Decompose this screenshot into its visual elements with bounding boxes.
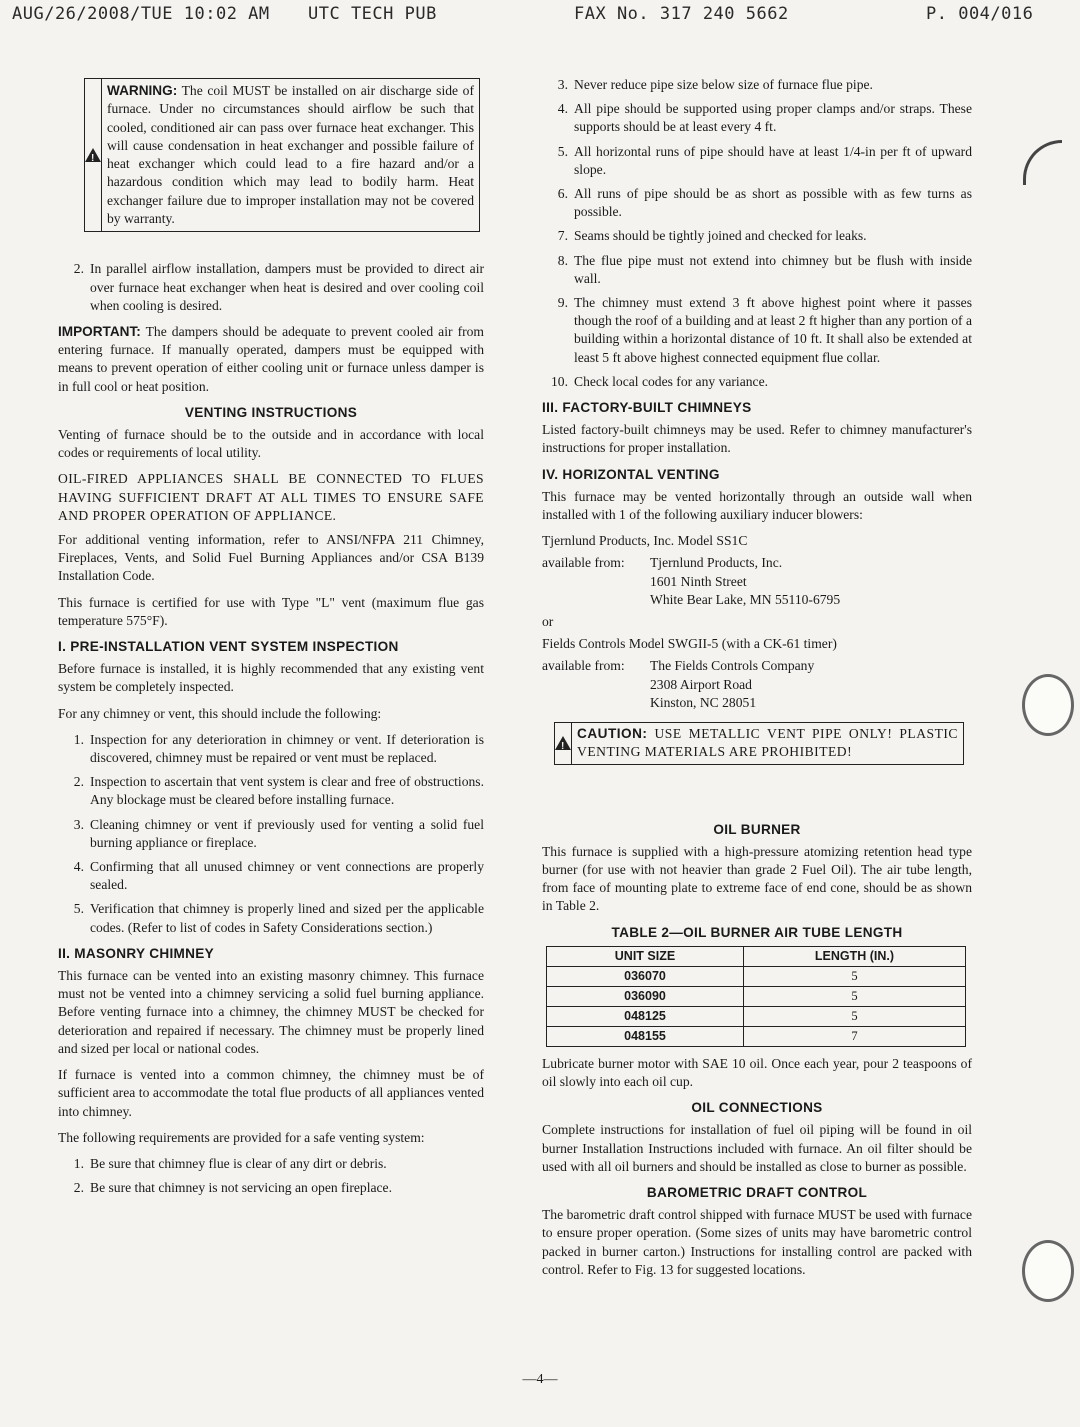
table-header-row xyxy=(547,946,966,966)
warning-box xyxy=(84,78,480,232)
available-label: available from: xyxy=(542,658,625,674)
fax-sender: UTC TECH PUB xyxy=(308,4,437,24)
important-text: The dampers should be adequate to prevent cooled air from entering furnace. If manually operated, dampers must be equipped with means to prevent operation of either cooling unit or furnace unless damper is in full cool or heat position. xyxy=(58,323,484,394)
list-text: Seams should be tightly joined and checked for leaks. xyxy=(574,228,867,244)
chimney-requirements-list-left xyxy=(58,1155,484,1197)
list-text: Verification that chimney is properly lined and sized per the applicable codes. (Refer to list of codes in Safety Considerations section.) xyxy=(90,901,484,935)
table-row xyxy=(547,1006,966,1026)
fax-number: FAX No. 317 240 5662 xyxy=(574,4,789,24)
lubricate-paragraph: Lubricate burner motor with SAE 10 oil. Once each year, pour 2 teaspoons of oil slowly into each oil cup. xyxy=(542,1055,972,1089)
venting-heading: VENTING INSTRUCTIONS xyxy=(184,404,358,420)
chimney-requirements-list-right xyxy=(542,76,972,391)
list-text: Check local codes for any variance. xyxy=(574,373,768,389)
address-2 xyxy=(542,657,972,712)
list-item xyxy=(58,260,484,315)
list-number: 7. xyxy=(557,228,568,244)
caution-text-block xyxy=(572,723,963,763)
punch-hole-bottom xyxy=(1022,1240,1074,1302)
list-number: 2. xyxy=(73,774,84,790)
list-text: Be sure that chimney is not servicing an open fireplace. xyxy=(90,1180,392,1196)
fax-page: P. 004/016 xyxy=(926,4,1034,24)
list-item xyxy=(542,252,972,288)
page-number: —4— xyxy=(522,1372,558,1387)
section3-heading: III. FACTORY-BUILT CHIMNEYS xyxy=(542,400,752,416)
address-line: White Bear Lake, MN 55110-6795 xyxy=(650,591,841,607)
section1-paragraph-2: For any chimney or vent, this should include the following: xyxy=(58,705,382,721)
caution-icon xyxy=(555,736,571,750)
punch-hole-top xyxy=(1022,674,1074,736)
list-item xyxy=(58,816,484,852)
list-number: 1. xyxy=(73,1155,84,1171)
fax-header xyxy=(8,4,1072,30)
list-number: 3. xyxy=(557,77,568,92)
list-item xyxy=(542,227,972,245)
list-text: In parallel airflow installation, dampers must be provided to direct air over furnace heat exchanger when heat is desired and over cooling coil when cooling is desired. xyxy=(90,261,484,313)
list-item xyxy=(542,185,972,221)
list-text: All runs of pipe should be as short as possible with as few turns as possible. xyxy=(574,186,972,220)
important-note xyxy=(58,323,484,396)
table-header-unit: UNIT SIZE xyxy=(547,946,744,966)
list-text: The flue pipe must not extend into chimney but be flush with inside wall. xyxy=(574,252,972,286)
list-number: 5. xyxy=(557,143,568,159)
list-number: 4. xyxy=(73,859,84,875)
caution-icon-cell xyxy=(555,723,572,763)
venting-paragraph-1: Venting of furnace should be to the outside and in accordance with local codes or requirements of local utility. xyxy=(58,427,484,461)
list-number: 3. xyxy=(73,816,84,832)
page-curl-mark xyxy=(1023,140,1062,185)
list-item xyxy=(58,1155,484,1173)
table-cell-length: 5 xyxy=(744,966,966,986)
section1-paragraph-1: Before furnace is installed, it is highly recommended that any existing vent system be completely inspected. xyxy=(58,661,484,695)
address-line: Tjernlund Products, Inc. xyxy=(650,555,783,571)
barometric-paragraph: The barometric draft control shipped with furnace MUST be used with furnace to ensure proper operation. (Some sizes of units may have barometric control packed in burner carton.) Instructions for installing control are packed with control. Refer to Fig. 13 for suggested locations. xyxy=(542,1207,972,1277)
address-1 xyxy=(542,554,972,609)
venting-caps-notice: OIL-FIRED APPLIANCES SHALL BE CONNECTED TO FLUES HAVING SUFFICIENT DRAFT AT ALL TIMES TO ENSURE SAFE AND PROPER OPERATION OF APPLIANCE. xyxy=(58,471,484,523)
section4-heading: IV. HORIZONTAL VENTING xyxy=(542,466,720,482)
list-number: 1. xyxy=(73,731,84,747)
oil-connections-heading: OIL CONNECTIONS xyxy=(691,1100,823,1116)
section1-heading: I. PRE-INSTALLATION VENT SYSTEM INSPECTION xyxy=(58,639,399,655)
list-number: 2. xyxy=(73,1180,84,1196)
table-cell-length: 7 xyxy=(744,1026,966,1046)
table-row xyxy=(547,966,966,986)
important-label: IMPORTANT: xyxy=(58,323,141,339)
section2-heading: II. MASONRY CHIMNEY xyxy=(58,945,215,961)
section2-paragraph-2: If furnace is vented into a common chimney, the chimney must be of sufficient area to accommodate the total flue products of all appliances vented into chimney. xyxy=(58,1067,484,1119)
address-line: Kinston, NC 28051 xyxy=(650,694,757,710)
address-line: 2308 Airport Road xyxy=(650,676,752,692)
list-item xyxy=(58,1179,484,1197)
list-number: 4. xyxy=(557,101,568,117)
list-text: Confirming that all unused chimney or vent connections are properly sealed. xyxy=(90,859,484,893)
parallel-airflow-list xyxy=(58,260,484,315)
list-item xyxy=(58,731,484,767)
section4-paragraph: This furnace may be vented horizontally through an outside wall when installed with 1 of the following auxiliary inducer blowers: xyxy=(542,488,972,523)
list-item xyxy=(58,900,484,936)
table-row xyxy=(547,986,966,1006)
list-number: 9. xyxy=(557,295,568,311)
left-column xyxy=(58,76,484,1205)
list-number: 6. xyxy=(557,186,568,202)
venting-paragraph-2: For additional venting information, refer to ANSI/NFPA 211 Chimney, Fireplaces, Vents, and Solid Fuel Burning Appliances and/or CSA B139 Installation Code. xyxy=(58,532,484,584)
oil-connections-paragraph: Complete instructions for installation of fuel oil piping will be found in oil burner Installation Instructions included with furnace. An oil filter should be used with all oil burners and should be installed as close to burner as possible. xyxy=(542,1122,972,1174)
warning-icon-cell xyxy=(85,79,102,231)
table2-title: TABLE 2—OIL BURNER AIR TUBE LENGTH xyxy=(611,924,903,940)
list-text: Inspection for any deterioration in chimney or vent. If deterioration is discovered, chimney must be repaired or vent must be replaced. xyxy=(90,731,484,766)
list-text: Inspection to ascertain that vent system is clear and free of obstructions. Any blockage must be cleared before installing furnace. xyxy=(90,774,484,808)
warning-icon xyxy=(85,148,101,162)
table-cell-unit: 036070 xyxy=(547,966,744,986)
right-column xyxy=(542,76,972,1287)
list-item xyxy=(542,100,972,136)
list-text: Cleaning chimney or vent if previously used for venting a solid fuel burning appliance or fireplace. xyxy=(90,816,484,850)
caution-label: CAUTION: xyxy=(577,726,648,742)
list-text: The chimney must extend 3 ft above highest point where it passes though the roof of a building and at least 2 ft higher than any portion of a building within a horizontal distance of 10 ft. It shall also be extended at least 5 ft above highest connected equipment flue collar. xyxy=(574,295,972,365)
section2-paragraph-1: This furnace can be vented into an existing masonry chimney. This furnace must not be vented into a chimney servicing a solid fuel burning appliance. Before venting furnace into a chimney, the chimney MUST be checked for deterioration and repaired if necessary. The chimney must be properly lined and sized per local or national codes. xyxy=(58,968,484,1056)
table-cell-unit: 048155 xyxy=(547,1026,744,1046)
list-item xyxy=(58,858,484,894)
list-item xyxy=(542,143,972,179)
available-label: available from: xyxy=(542,555,625,571)
list-item xyxy=(542,76,972,94)
list-number: 8. xyxy=(557,252,568,268)
caution-text: USE METALLIC VENT PIPE ONLY! PLASTIC VENTING MATERIALS ARE PROHIBITED! xyxy=(577,726,958,760)
section2-paragraph-3: The following requirements are provided for a safe venting system: xyxy=(58,1129,425,1145)
model-1: Tjernlund Products, Inc. Model SS1C xyxy=(542,533,748,549)
table-cell-length: 5 xyxy=(744,1006,966,1026)
fax-datetime: AUG/26/2008/TUE 10:02 AM xyxy=(12,4,270,24)
list-item xyxy=(542,373,972,391)
address-line: The Fields Controls Company xyxy=(650,658,815,674)
list-number: 10. xyxy=(551,373,568,389)
list-text: Never reduce pipe size below size of furnace flue pipe. xyxy=(574,77,873,92)
warning-label: WARNING: xyxy=(107,83,178,98)
inspection-list xyxy=(58,731,484,937)
warning-text: The coil MUST be installed on air discharge side of furnace. Under no circumstances should airflow be such that cooled, conditioned air can pass over furnace heat exchanger. This will cause condensation in heat exchanger and possible failure of heat exchanger which could lead to a fire hazard and/or a hazardous condition which may lead to bodily harm. Heat exchanger failure due to improper installation may not be covered by warranty. xyxy=(107,83,474,227)
model-2: Fields Controls Model SWGII-5 (with a CK-61 timer) xyxy=(542,636,837,652)
caution-box xyxy=(554,722,964,764)
list-text: Be sure that chimney flue is clear of any dirt or debris. xyxy=(90,1155,387,1171)
air-tube-table xyxy=(546,946,966,1047)
barometric-heading: BAROMETRIC DRAFT CONTROL xyxy=(646,1184,868,1200)
table-cell-length: 5 xyxy=(744,986,966,1006)
list-text: All horizontal runs of pipe should have at least 1/4-in per ft of upward slope. xyxy=(574,143,972,177)
section3-paragraph: Listed factory-built chimneys may be used. Refer to chimney manufacturer's instructions for proper installation. xyxy=(542,422,972,456)
or-text: or xyxy=(542,614,554,630)
list-item xyxy=(58,773,484,809)
list-text: All pipe should be supported using proper clamps and/or straps. These supports should be at least every 4 ft. xyxy=(574,101,972,135)
list-number: 5. xyxy=(73,901,84,917)
venting-paragraph-3: This furnace is certified for use with Type "L" vent (maximum flue gas temperature 575°F). xyxy=(58,594,484,628)
oil-burner-paragraph: This furnace is supplied with a high-pressure atomizing retention head type burner (for use with not heavier than grade 2 Fuel Oil). The air tube length, from face of mounting plate to extreme face of end cone, should be as shown in Table 2. xyxy=(542,843,972,914)
warning-text-block xyxy=(102,79,479,231)
table-row xyxy=(547,1026,966,1046)
table-header-length: LENGTH (IN.) xyxy=(744,946,966,966)
oil-burner-heading: OIL BURNER xyxy=(713,821,801,837)
table-cell-unit: 036090 xyxy=(547,986,744,1006)
list-number: 2. xyxy=(73,261,84,277)
list-item xyxy=(542,294,972,367)
table-cell-unit: 048125 xyxy=(547,1006,744,1026)
address-line: 1601 Ninth Street xyxy=(650,573,747,589)
